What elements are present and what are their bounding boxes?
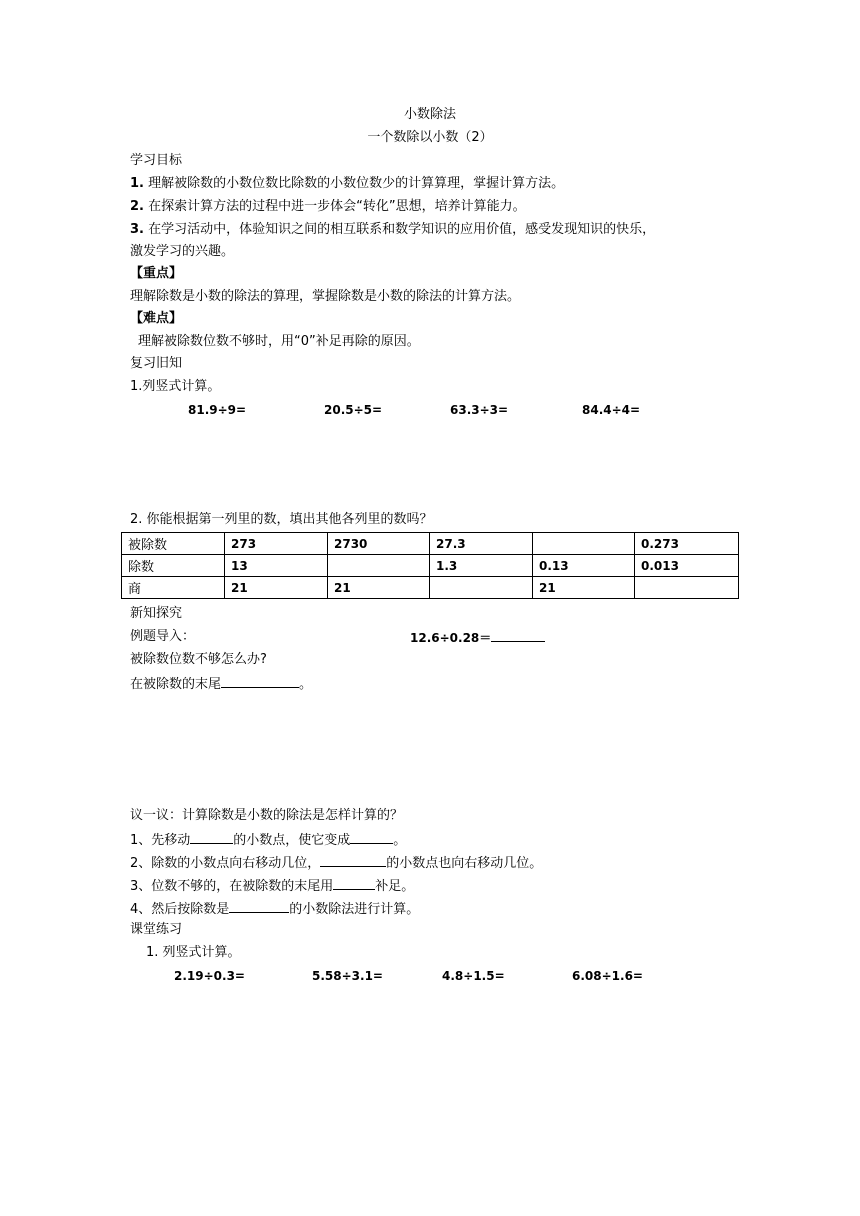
review-heading: 复习旧知 — [130, 356, 183, 371]
discuss-step-4 — [130, 899, 419, 919]
page-subtitle: 一个数除以小数（2） — [367, 130, 493, 145]
table-cell-blank[interactable] — [635, 577, 739, 599]
discuss-step-1-blank-1[interactable] — [190, 830, 233, 844]
table-cell-blank[interactable] — [430, 577, 533, 599]
discuss-step-4-blank[interactable] — [229, 899, 289, 913]
explore-fill-line — [130, 674, 312, 694]
discuss-step-4-a: 4、然后按除数是 — [130, 902, 230, 917]
objective-3 — [130, 221, 655, 239]
review-expression: 81.9÷9= — [188, 403, 247, 417]
review-expression: 84.4÷4= — [582, 403, 641, 417]
discuss-step-2-b: 的小数点也向右移动几位。 — [386, 856, 543, 871]
objective-1-text: 理解被除数的小数位数比除数的小数位数少的计算算理，掌握计算方法。 — [148, 176, 565, 191]
objective-3-num: 3. — [130, 222, 144, 237]
difficulty-text: 理解被除数位数不够时，用“0”补足再除的原因。 — [138, 334, 420, 349]
practice-expression: 6.08÷1.6= — [572, 969, 643, 983]
review-question-2: 2. 你能根据第一列里的数，填出其他各列里的数吗？ — [130, 512, 433, 527]
table-row-quotient — [122, 577, 739, 599]
explore-question: 被除数位数不够怎么办? — [130, 652, 267, 667]
explore-fill-suffix: 。 — [299, 677, 313, 692]
table-row-header: 除数 — [122, 555, 225, 577]
key-point-text: 理解除数是小数的除法的算理，掌握除数是小数的除法的计算方法。 — [130, 289, 521, 304]
discuss-step-2-blank[interactable] — [320, 853, 386, 867]
table-cell: 0.13 — [533, 555, 635, 577]
review-expression: 63.3÷3= — [450, 403, 509, 417]
discuss-step-4-b: 的小数除法进行计算。 — [289, 902, 420, 917]
table-cell: 0.273 — [635, 533, 739, 555]
example-expression-text: 12.6÷0.28＝ — [410, 631, 492, 645]
discuss-step-1 — [130, 830, 406, 850]
table-cell: 1.3 — [430, 555, 533, 577]
table-cell-blank[interactable] — [533, 533, 635, 555]
review-expression: 20.5÷5= — [324, 403, 383, 417]
explore-fill-prefix: 在被除数的末尾 — [130, 677, 222, 692]
discuss-step-3-b: 补足。 — [375, 879, 415, 894]
table-row-header: 商 — [122, 577, 225, 599]
key-point-heading: 【重点】 — [130, 266, 183, 281]
table-cell: 13 — [225, 555, 328, 577]
discuss-step-3-a: 3、位数不够的，在被除数的末尾用 — [130, 879, 334, 894]
table-cell: 0.013 — [635, 555, 739, 577]
example-expression — [410, 628, 545, 647]
discuss-step-1-c: 。 — [393, 833, 407, 848]
objective-1-num: 1. — [130, 176, 144, 191]
objective-2-text: 在探索计算方法的过程中进一步体会“转化”思想，培养计算能力。 — [148, 199, 526, 214]
division-table — [121, 532, 739, 599]
example-intro-label: 例题导入： — [130, 629, 196, 644]
table-cell-blank[interactable] — [328, 555, 430, 577]
table-cell: 21 — [328, 577, 430, 599]
objective-2 — [130, 198, 526, 216]
table-cell: 21 — [533, 577, 635, 599]
review-question-1: 1.列竖式计算。 — [130, 379, 221, 394]
example-answer-blank[interactable] — [491, 628, 545, 642]
table-cell: 27.3 — [430, 533, 533, 555]
practice-heading: 课堂练习 — [130, 922, 183, 937]
difficulty-heading: 【难点】 — [130, 311, 183, 326]
discuss-heading: 议一议：计算除数是小数的除法是怎样计算的？ — [130, 808, 404, 823]
discuss-step-2-a: 2、除数的小数点向右移动几位， — [130, 856, 321, 871]
objectives-heading: 学习目标 — [130, 153, 183, 168]
table-cell: 2730 — [328, 533, 430, 555]
page-title: 小数除法 — [403, 107, 456, 122]
discuss-step-1-b: 的小数点，使它变成 — [233, 833, 351, 848]
practice-expression: 2.19÷0.3= — [174, 969, 245, 983]
discuss-step-1-blank-2[interactable] — [350, 830, 393, 844]
objective-3-continued: 激发学习的兴趣。 — [130, 244, 235, 259]
practice-expression: 4.8÷1.5= — [442, 969, 505, 983]
table-row-header: 被除数 — [122, 533, 225, 555]
table-row-dividend — [122, 533, 739, 555]
discuss-step-3 — [130, 876, 414, 896]
table-cell: 21 — [225, 577, 328, 599]
discuss-step-3-blank[interactable] — [333, 876, 375, 890]
practice-question-1: 1. 列竖式计算。 — [146, 945, 241, 960]
discuss-step-2 — [130, 853, 542, 873]
objective-3-text: 在学习活动中，体验知识之间的相互联系和数学知识的应用价值，感受发现知识的快乐， — [148, 222, 656, 237]
objective-2-num: 2. — [130, 199, 144, 214]
practice-expression: 5.58÷3.1= — [312, 969, 383, 983]
table-row-divisor — [122, 555, 739, 577]
table-cell: 273 — [225, 533, 328, 555]
discuss-step-1-a: 1、先移动 — [130, 833, 191, 848]
explore-heading: 新知探究 — [130, 606, 183, 621]
explore-fill-blank[interactable] — [221, 674, 299, 688]
objective-1 — [130, 175, 564, 193]
